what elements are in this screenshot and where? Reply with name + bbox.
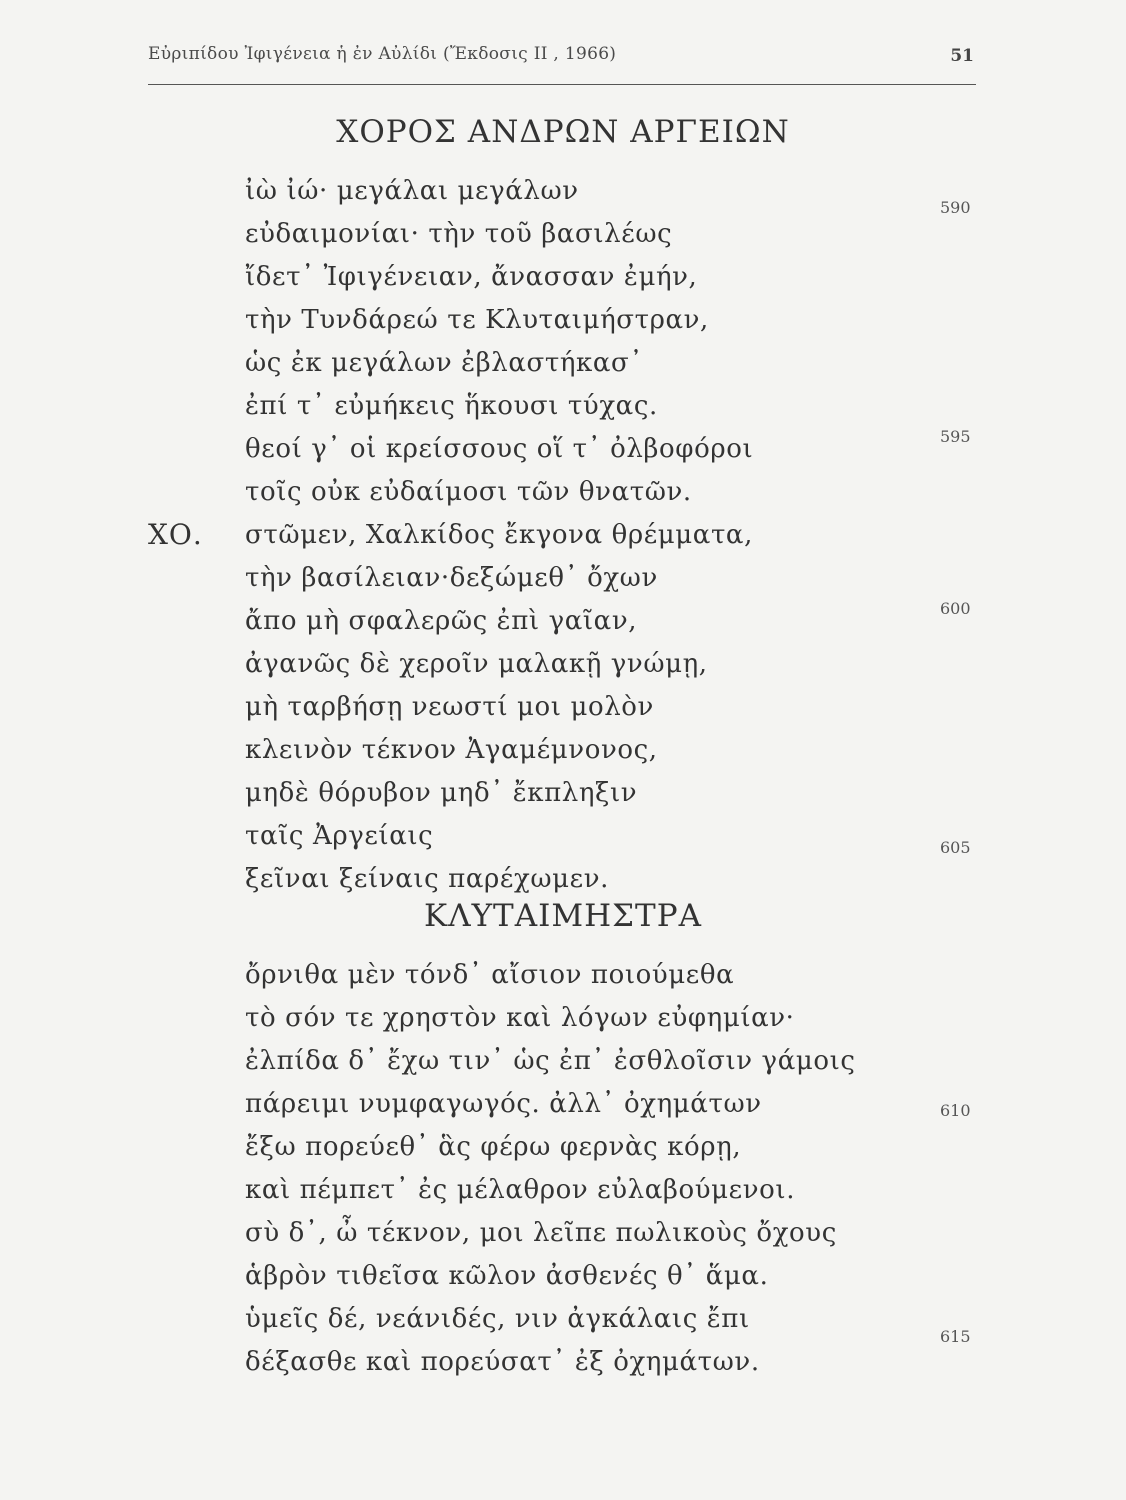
verse-line: τὴν Τυνδάρεώ τε Κλυταιμήστραν, (245, 305, 709, 335)
line-number: 600 (940, 599, 971, 618)
verse-line: ἄπο μὴ σφαλερῶς ἐπὶ γαῖαν, (245, 606, 638, 636)
verse-line: στῶμεν, Χαλκίδος ἔκγονα θρέμματα, (245, 520, 753, 550)
verse-line: ταῖς Ἀργείαις (245, 821, 434, 851)
verse-line: εὐδαιμονίαι· τὴν τοῦ βασιλέως (245, 219, 673, 249)
verse-line: κλεινὸν τέκνον Ἀγαμέμνονος, (245, 735, 658, 765)
verse-line: μὴ ταρβήσῃ νεωστί μοι μολὸν (245, 692, 654, 722)
verse-line: ὑμεῖς δέ, νεάνιδές, νιν ἀγκάλαις ἔπι (245, 1304, 750, 1334)
verse-line: πάρειμι νυμφαγωγός. ἀλλ᾽ ὀχημάτων (245, 1089, 762, 1119)
verse-line: ξεῖναι ξείναις παρέχωμεν. (245, 864, 609, 894)
verse-line: τὴν βασίλειαν·δεξώμεθ᾽ ὄχων (245, 563, 658, 593)
page-number: 51 (950, 46, 974, 66)
line-number: 615 (940, 1327, 971, 1346)
verse-line: τὸ σόν τε χρηστὸν καὶ λόγων εὐφημίαν· (245, 1003, 795, 1033)
verse-line: ἐλπίδα δ᾽ ἔχω τιν᾽ ὡς ἐπ᾽ ἐσθλοῖσιν γάμοις (245, 1046, 856, 1076)
verse-line: δέξασθε καὶ πορεύσατ᾽ ἐξ ὀχημάτων. (245, 1347, 760, 1377)
section-heading-chorus: ΧΟΡΟΣ ΑΝΔΡΩΝ ΑΡΓΕΙΩΝ (336, 114, 790, 150)
line-number: 605 (940, 838, 971, 857)
running-title: Εὐριπίδου Ἰφιγένεια ἡ ἐν Αὐλίδι (Ἔκδοσις ΙΙ , 1966) (148, 44, 617, 64)
verse-line: ἀγανῶς δὲ χεροῖν μαλακῇ γνώμῃ, (245, 649, 708, 679)
verse-line: σὺ δ᾽, ὦ τέκνον, μοι λεῖπε πωλικοὺς ὄχους (245, 1218, 837, 1248)
verse-line: ἴδετ᾽ Ἰφιγένειαν, ἄνασσαν ἐμήν, (245, 262, 698, 292)
verse-line: ἔξω πορεύεθ᾽ ἃς φέρω φερνὰς κόρῃ, (245, 1132, 742, 1162)
page-header (148, 38, 976, 74)
verse-line: τοῖς οὐκ εὐδαίμοσι τῶν θνατῶν. (245, 477, 692, 507)
line-number: 610 (940, 1101, 971, 1120)
verse-line: ἰὼ ἰώ· μεγάλαι μεγάλων (245, 176, 579, 206)
header-rule (148, 84, 976, 85)
line-number: 595 (940, 427, 971, 446)
speaker-label: ΧΟ. (148, 518, 203, 551)
section-heading-clytemnestra: ΚΛΥΤΑΙΜΗΣΤΡΑ (424, 898, 702, 934)
verse-line: μηδὲ θόρυβον μηδ᾽ ἔκπληξιν (245, 778, 638, 808)
line-number: 590 (940, 198, 971, 217)
verse-line: ἐπί τ᾽ εὐμήκεις ἥκουσι τύχας. (245, 391, 658, 421)
verse-line: ὄρνιθα μὲν τόνδ᾽ αἴσιον ποιούμεθα (245, 960, 735, 990)
verse-line: καὶ πέμπετ᾽ ἐς μέλαθρον εὐλαβούμενοι. (245, 1175, 796, 1205)
verse-line: ἁβρὸν τιθεῖσα κῶλον ἀσθενές θ᾽ ἅμα. (245, 1261, 769, 1291)
verse-line: θεοί γ᾽ οἱ κρείσσους οἵ τ᾽ ὀλβοφόροι (245, 434, 754, 464)
verse-line: ὡς ἐκ μεγάλων ἐβλαστήκασ᾽ (245, 348, 643, 378)
